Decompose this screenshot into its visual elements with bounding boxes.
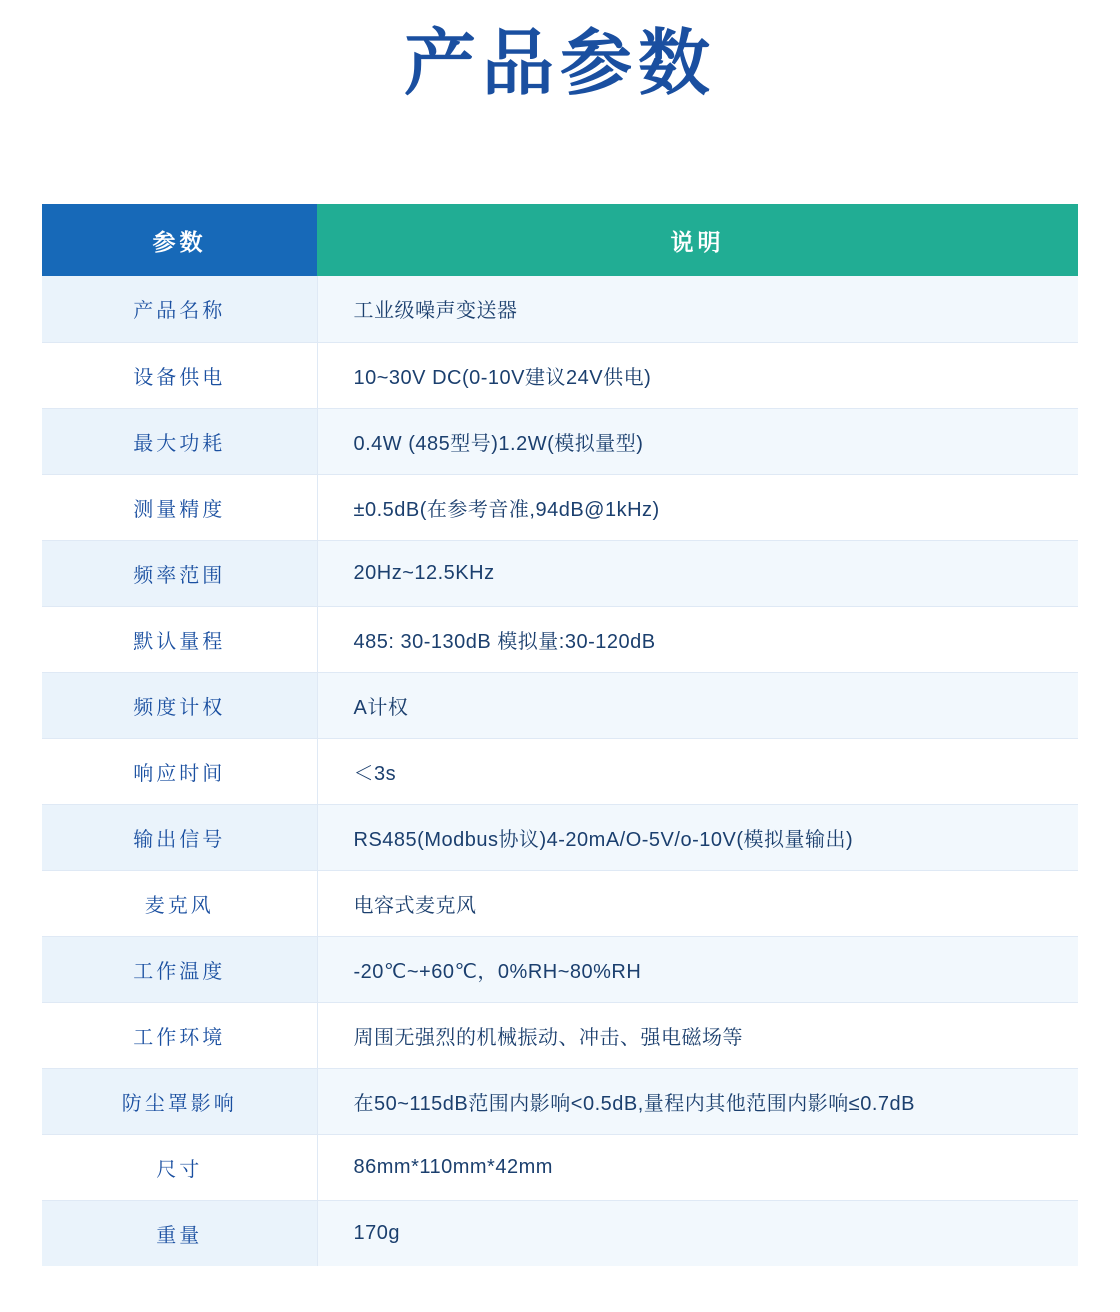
spec-desc-cell: 工业级噪声变送器: [317, 276, 1078, 342]
spec-param-cell: 频率范围: [42, 540, 317, 606]
table-row: [42, 936, 1078, 1002]
spec-param-cell: 麦克风: [42, 870, 317, 936]
spec-param-cell: 工作温度: [42, 936, 317, 1002]
spec-desc-cell: 170g: [317, 1200, 1078, 1266]
spec-param-cell: 工作环境: [42, 1002, 317, 1068]
table-row: [42, 1134, 1078, 1200]
table-row: [42, 408, 1078, 474]
spec-table-head: [42, 204, 1078, 276]
spec-desc-cell: A计权: [317, 672, 1078, 738]
spec-param-cell: 测量精度: [42, 474, 317, 540]
table-row: [42, 276, 1078, 342]
table-row: [42, 1200, 1078, 1266]
table-row: [42, 606, 1078, 672]
spec-desc-cell: -20℃~+60℃，0%RH~80%RH: [317, 936, 1078, 1002]
table-row: [42, 540, 1078, 606]
table-row: [42, 342, 1078, 408]
spec-desc-cell: 485: 30-130dB 模拟量:30-120dB: [317, 606, 1078, 672]
table-row: [42, 1068, 1078, 1134]
column-header-desc: 说明: [317, 204, 1078, 276]
table-row: [42, 870, 1078, 936]
spec-table-container: [42, 204, 1078, 1266]
spec-param-cell: 响应时间: [42, 738, 317, 804]
spec-param-cell: 最大功耗: [42, 408, 317, 474]
table-row: [42, 672, 1078, 738]
table-row: [42, 804, 1078, 870]
table-row: [42, 1002, 1078, 1068]
spec-param-cell: 默认量程: [42, 606, 317, 672]
spec-desc-cell: RS485(Modbus协议)4-20mA/O-5V/o-10V(模拟量输出): [317, 804, 1078, 870]
spec-param-cell: 重量: [42, 1200, 317, 1266]
table-row: [42, 738, 1078, 804]
spec-table-body: [42, 276, 1078, 1266]
spec-desc-cell: 0.4W (485型号)1.2W(模拟量型): [317, 408, 1078, 474]
spec-param-cell: 设备供电: [42, 342, 317, 408]
spec-param-cell: 产品名称: [42, 276, 317, 342]
spec-desc-cell: 20Hz~12.5KHz: [317, 540, 1078, 606]
spec-desc-cell: 86mm*110mm*42mm: [317, 1134, 1078, 1200]
column-header-param: 参数: [42, 204, 317, 276]
spec-param-cell: 频度计权: [42, 672, 317, 738]
spec-desc-cell: 10~30V DC(0-10V建议24V供电): [317, 342, 1078, 408]
spec-desc-cell: ＜3s: [317, 738, 1078, 804]
spec-desc-cell: 在50~115dB范围内影响<0.5dB,量程内其他范围内影响≤0.7dB: [317, 1068, 1078, 1134]
spec-desc-cell: ±0.5dB(在参考音准,94dB@1kHz): [317, 474, 1078, 540]
spec-param-cell: 输出信号: [42, 804, 317, 870]
spec-desc-cell: 电容式麦克风: [317, 870, 1078, 936]
spec-desc-cell: 周围无强烈的机械振动、冲击、强电磁场等: [317, 1002, 1078, 1068]
page-title: 产品参数: [403, 21, 716, 105]
table-row: [42, 474, 1078, 540]
spec-param-cell: 防尘罩影响: [42, 1068, 317, 1134]
spec-table: [42, 204, 1078, 1266]
spec-param-cell: 尺寸: [42, 1134, 317, 1200]
table-header-row: [42, 204, 1078, 276]
